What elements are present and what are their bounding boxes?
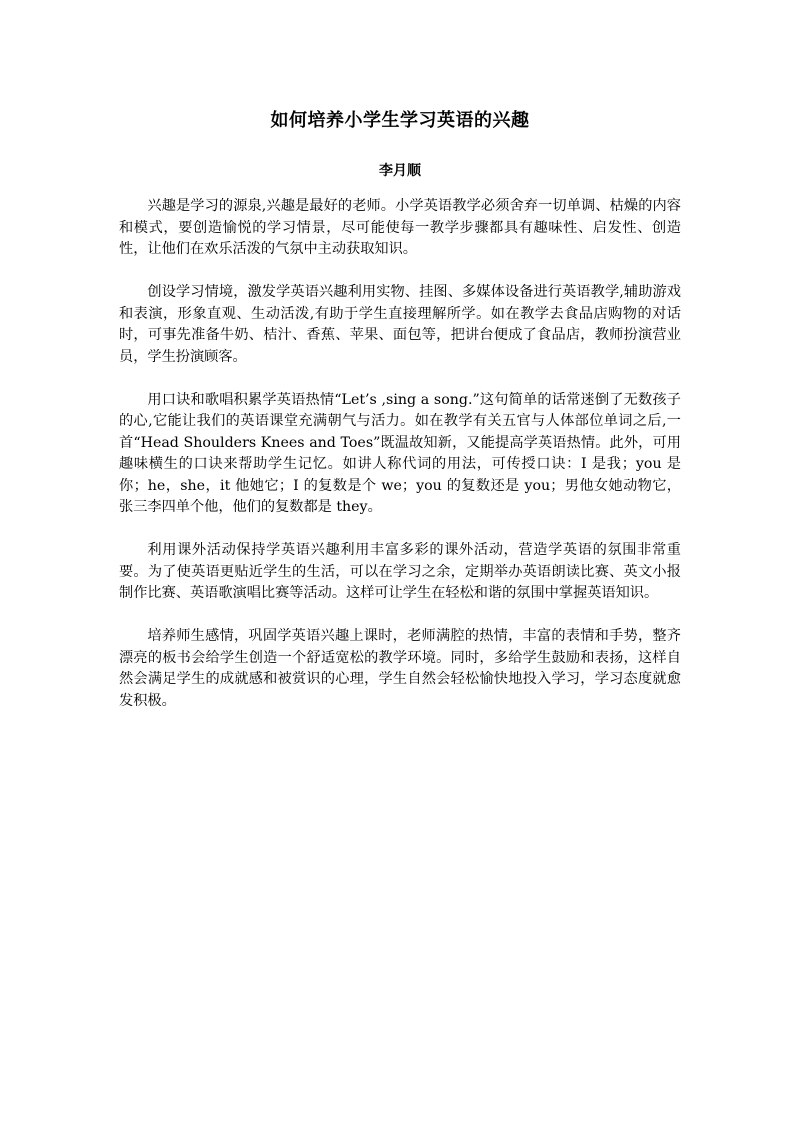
paragraph-learning-situation: 创设学习情境，激发学英语兴趣利用实物、挂图、多媒体设备进行英语教学,辅助游戏和表演，形象直观、生动活泼,有助于学生直接理解所学。如在教学去食品店购物的对话时，可事先准备牛奶、桔汁、香蕉、苹果、面包等，把讲台便成了食品店，教师扮演营业员，学生扮演顾客。 — [119, 284, 681, 365]
paragraph-extracurricular-activities: 利用课外活动保持学英语兴趣利用丰富多彩的课外活动，营造学英语的氛围非常重要。为了使英语更贴近学生的生活，可以在学习之余，定期举办英语朗读比赛、英文小报制作比赛、英语歌演唱比赛等活动。这样可让学生在轻松和谐的氛围中掌握英语知识。 — [119, 542, 681, 601]
paragraph-teacher-student-relationship: 培养师生感情，巩固学英语兴趣上课时，老师满腔的热情，丰富的表情和手势，整齐漂亮的板书会给学生创造一个舒适宽松的教学环境。同时，多给学生鼓励和表扬，这样自然会满足学生的成就感和被赏识的心理，学生自然会轻松愉快地投入学习，学习态度就愈发积极。 — [119, 628, 681, 709]
document-title: 如何培养小学生学习英语的兴趣 — [270, 110, 530, 131]
document-body — [119, 196, 681, 734]
paragraph-chants-and-songs: 用口诀和歌唱积累学英语热情“Let’s ,sing a song.”这句简单的话常迷倒了无数孩子的心,它能让我们的英语课堂充满朝气与活力。如在教学有关五官与人体部位单词之后,一首“Head Shoulders Knees and Toes”既温故知新，又能提高学英语热情。此外，可用趣味横生的口诀来帮助学生记忆。如讲人称代词的用法，可传授口诀：I 是我；you 是你；he，she，it 他她它；I 的复数是个 we；you 的复数还是 you；男他女她动物它，张三李四单个他，他们的复数都是 they。 — [119, 391, 681, 515]
paragraph-interest-source: 兴趣是学习的源泉,兴趣是最好的老师。小学英语教学必须舍弃一切单调、枯燥的内容和模式，要创造愉悦的学习情景，尽可能使每一教学步骤都具有趣味性、启发性、创造性，让他们在欢乐活泼的气氛中主动获取知识。 — [119, 198, 681, 257]
document-author: 李月顺 — [379, 163, 421, 179]
